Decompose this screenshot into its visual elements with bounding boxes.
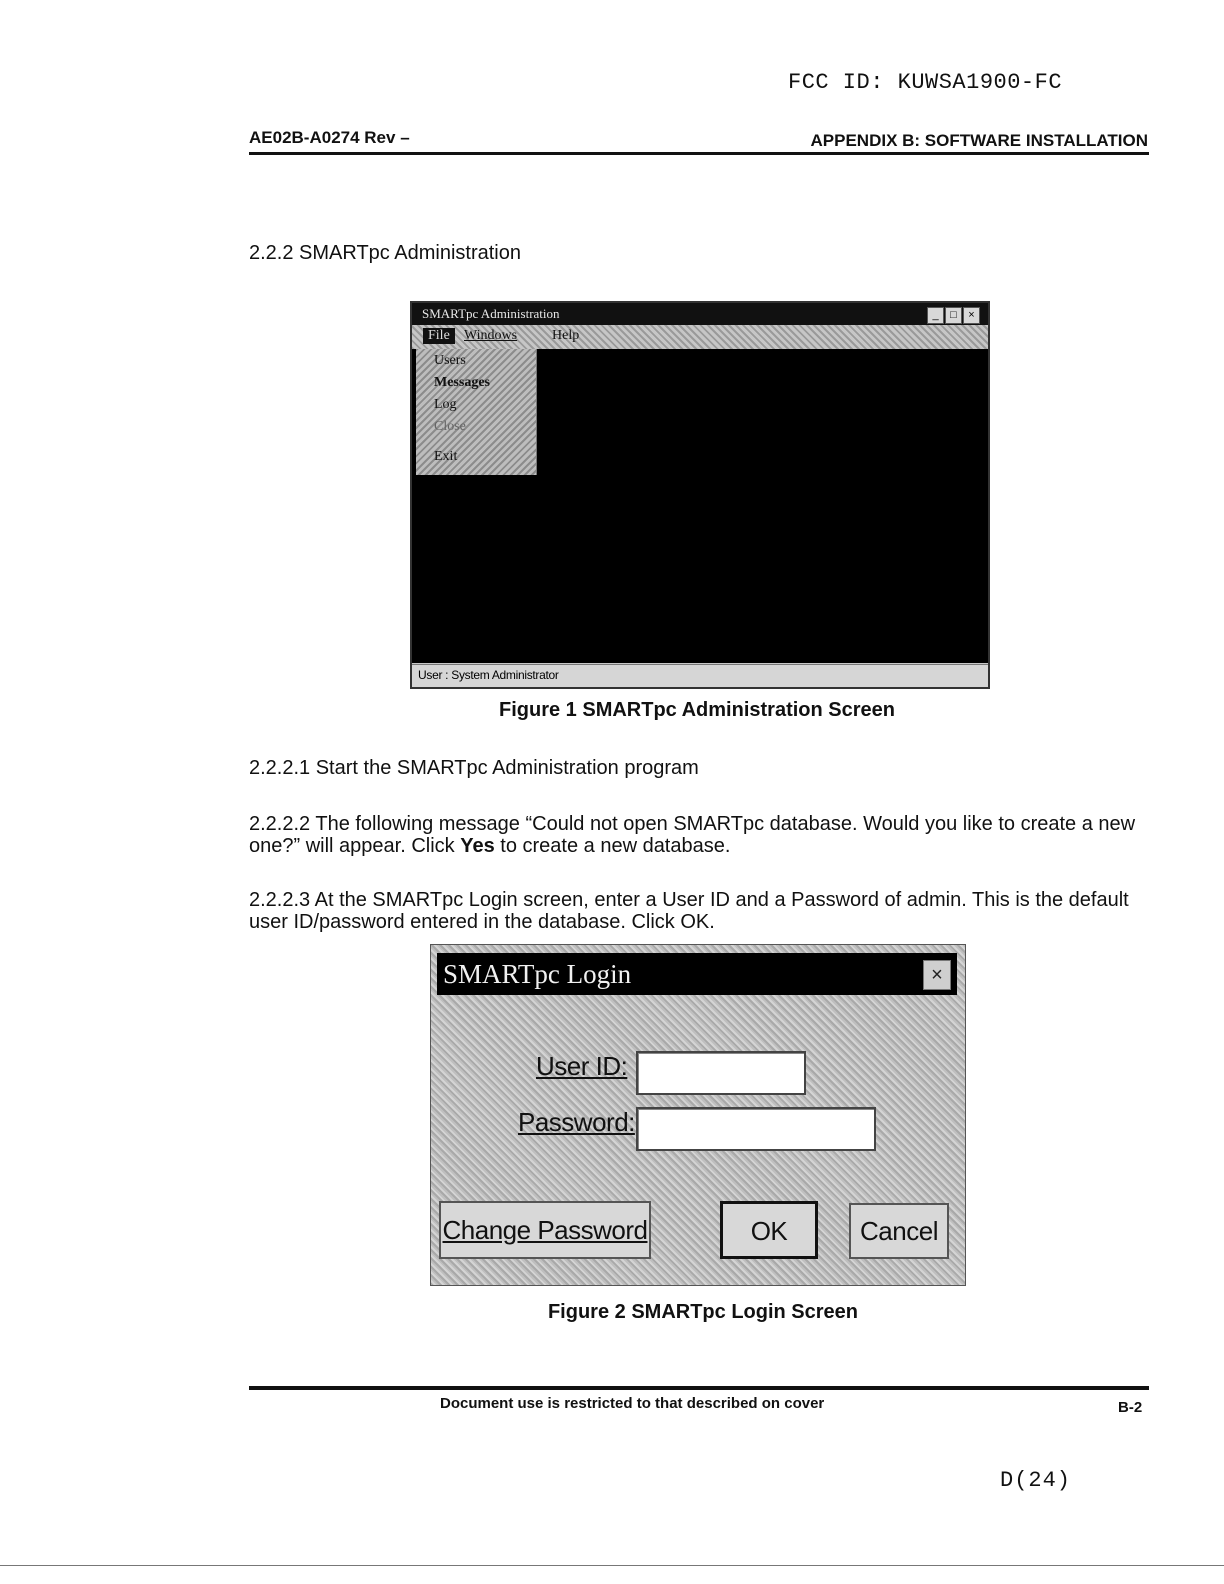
footer-notice: Document use is restricted to that described on cover xyxy=(440,1395,825,1412)
step-2-2-2-2 xyxy=(249,813,1159,857)
section-title: 2.2.2 SMARTpc Administration xyxy=(249,242,521,264)
menu-item-exit[interactable]: Exit xyxy=(434,449,458,464)
password-label: Password: xyxy=(518,1107,635,1137)
login-dialog-titlebar xyxy=(437,953,957,995)
user-id-input[interactable] xyxy=(636,1051,806,1095)
admin-window-title: SMARTpc Administration xyxy=(422,306,560,321)
admin-menubar xyxy=(412,325,988,349)
admin-window-titlebar xyxy=(412,303,988,325)
menu-file[interactable]: File xyxy=(423,328,455,344)
handwritten-stamp: D(24) xyxy=(1000,1468,1072,1493)
user-id-label: User ID: xyxy=(536,1051,628,1081)
page-number: B-2 xyxy=(1118,1399,1143,1416)
step-2-2-2-2-tail: to create a new database. xyxy=(494,835,731,857)
maximize-icon[interactable]: □ xyxy=(945,307,962,324)
bottom-rule xyxy=(0,1565,1224,1566)
login-dialog-title: SMARTpc Login xyxy=(443,959,632,989)
menu-item-users[interactable]: Users xyxy=(434,353,466,368)
menu-item-close[interactable]: Close xyxy=(434,419,466,434)
change-password-button[interactable]: Change Password xyxy=(439,1201,651,1259)
yes-emphasis: Yes xyxy=(460,835,495,857)
close-icon[interactable]: × xyxy=(963,307,980,324)
login-dialog-screenshot xyxy=(430,944,966,1286)
status-user: User : System Administrator xyxy=(418,668,559,682)
admin-window-screenshot xyxy=(410,301,990,689)
minimize-icon[interactable]: _ xyxy=(927,307,944,324)
figure2-caption: Figure 2 SMARTpc Login Screen xyxy=(547,1301,859,1323)
menu-item-messages[interactable]: Messages xyxy=(434,375,490,390)
file-menu-dropdown xyxy=(416,349,537,475)
step-2-2-2-1: 2.2.2.1 Start the SMARTpc Administration program xyxy=(249,757,699,779)
header-rule xyxy=(249,152,1149,155)
step-2-2-2-2-text: 2.2.2.2 The following message “Could not open SMARTpc database. Would you like to create a new one?” will appear. Click xyxy=(249,813,1136,857)
figure1-caption: Figure 1 SMARTpc Administration Screen xyxy=(499,699,895,721)
step-2-2-2-3: 2.2.2.3 At the SMARTpc Login screen, enter a User ID and a Password of admin. This is the default user ID/password entered in the database. Click OK. xyxy=(249,889,1129,933)
admin-statusbar xyxy=(412,664,988,687)
menu-help[interactable]: Help xyxy=(552,328,580,343)
footer-rule xyxy=(249,1386,1149,1390)
close-icon[interactable]: × xyxy=(923,960,951,990)
password-input[interactable] xyxy=(636,1107,876,1151)
cancel-button[interactable]: Cancel xyxy=(849,1203,949,1259)
window-controls xyxy=(927,307,980,322)
menu-item-log[interactable]: Log xyxy=(434,397,457,412)
appendix-title: APPENDIX B: SOFTWARE INSTALLATION xyxy=(810,131,1148,150)
menu-windows[interactable]: Windows xyxy=(464,328,518,343)
fcc-id: FCC ID: KUWSA1900-FC xyxy=(788,70,1063,95)
ok-button[interactable]: OK xyxy=(720,1201,818,1259)
document-id: AE02B-A0274 Rev – xyxy=(249,128,410,147)
